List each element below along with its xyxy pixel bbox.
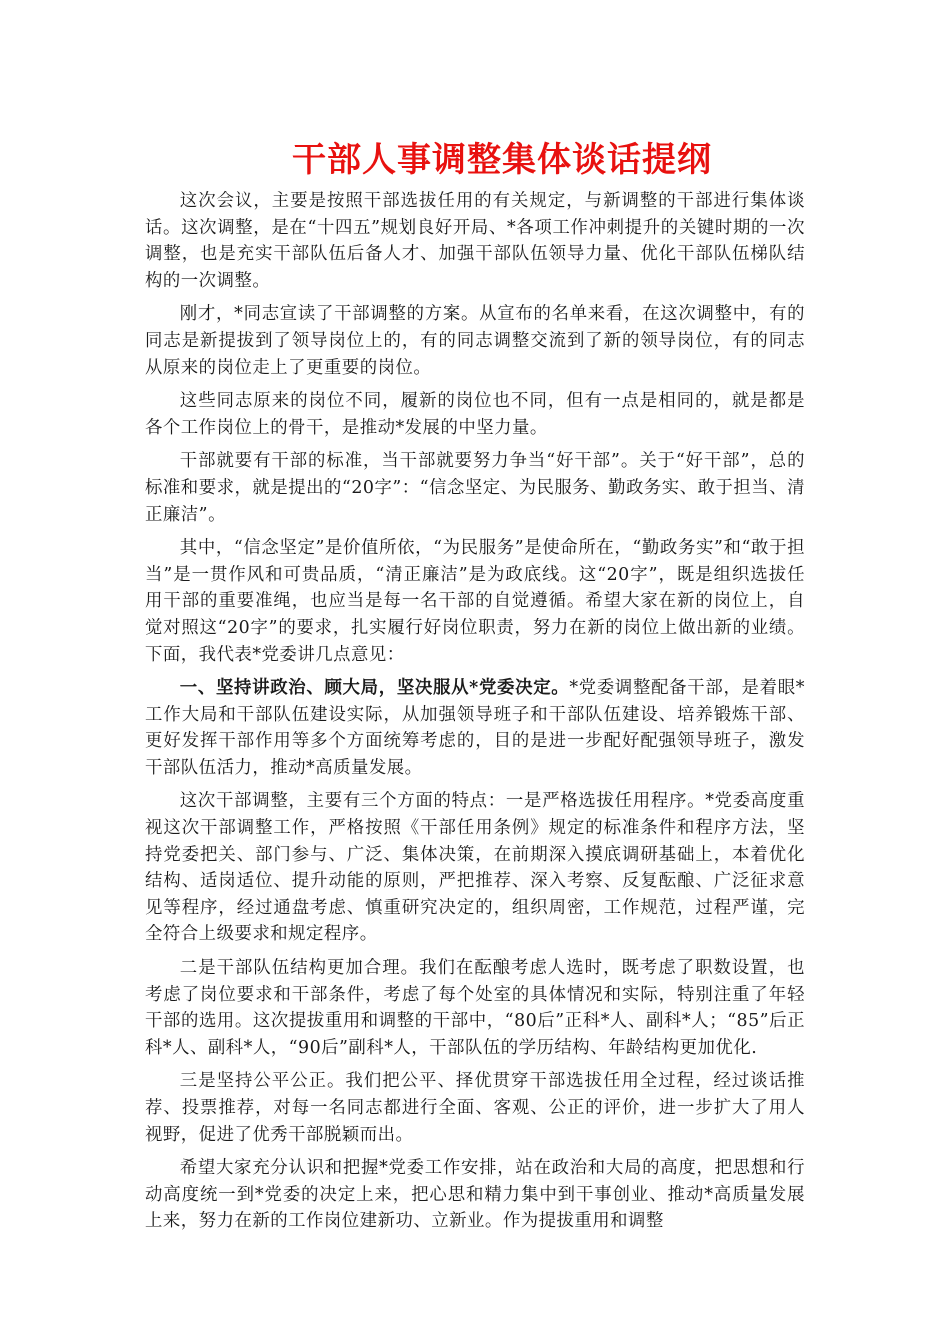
document-title: 干部人事调整集体谈话提纲 [292,140,712,180]
paragraph-2 [145,301,805,381]
paragraph-3 [145,388,805,441]
section-heading: 一、坚持讲政治、顾大局，坚决服从*党委决定。 [179,678,570,699]
paragraph-text: 这次会议，主要是按照干部选拔任用的有关规定，与新调整的干部进行集体谈话。这次调整，是在“十四五”规划良好开局、*各项工作冲刺提升的关键时期的一次调整，也是充实干部队伍后备人才、加强干部队伍领导力量、优化干部队伍梯队结构的一次调整。 [145,191,805,291]
paragraph-text: *党委调整配备干部，是着眼*工作大局和干部队伍建设实际，从加强领导班子和干部队伍建设、培养锻炼干部、更好发挥干部作用等多个方面统筹考虑的，目的是进一步配好配强领导班子，激发干部队伍活力，推动*高质量发展。 [145,678,805,778]
paragraph-text: 希望大家充分认识和把握*党委工作安排，站在政治和大局的高度，把思想和行动高度统一到*党委的决定上来，把心思和精力集中到干事创业、推动*高质量发展上来，努力在新的工作岗位建新功、立新业。作为提拔重用和调整 [145,1158,805,1232]
paragraph-4 [145,448,805,528]
document-body [145,188,805,1242]
paragraph-5 [145,535,805,668]
paragraph-7 [145,788,805,948]
paragraph-text: 其中，“信念坚定”是价值所依，“为民服务”是使命所在，“勤政务实”和“敢于担当”是一贯作风和可贵品质，“清正廉洁”是为政底线。这“20字”，既是组织选拔任用干部的重要准绳，也应当是每一名干部的自觉遵循。希望大家在新的岗位上，自觉对照这“20字”的要求，扎实履行好岗位职责，努力在新的岗位上做出新的业绩。下面，我代表*党委讲几点意见： [145,538,805,665]
paragraph-text: 三是坚持公平公正。我们把公平、择优贯穿干部选拔任用全过程，经过谈话推荐、投票推荐，对每一名同志都进行全面、客观、公正的评价，进一步扩大了用人视野，促进了优秀干部脱颖而出。 [145,1071,805,1145]
paragraph-text: 刚才，*同志宣读了干部调整的方案。从宣布的名单来看，在这次调整中，有的同志是新提拔到了领导岗位上的，有的同志调整交流到了新的领导岗位，有的同志从原来的岗位走上了更重要的岗位。 [145,304,805,378]
paragraph-text: 这次干部调整，主要有三个方面的特点：一是严格选拔任用程序。*党委高度重视这次干部调整工作，严格按照《干部任用条例》规定的标准条件和程序方法，坚持党委把关、部门参与、广泛、集体决策，在前期深入摸底调研基础上，本着优化结构、适岗适位、提升动能的原则，严把推荐、深入考察、反复酝酿、广泛征求意见等程序，经过通盘考虑、慎重研究决定的，组织周密，工作规范，过程严谨，完全符合上级要求和规定程序。 [145,791,805,945]
paragraph-text: 干部就要有干部的标准，当干部就要努力争当“好干部”。关于“好干部”，总的标准和要求，就是提出的“20字”：“信念坚定、为民服务、勤政务实、敢于担当、清正廉洁”。 [145,451,805,525]
paragraph-9 [145,1068,805,1148]
paragraph-1 [145,188,805,294]
paragraph-6 [145,675,805,781]
paragraph-text: 这些同志原来的岗位不同，履新的岗位也不同，但有一点是相同的，就是都是各个工作岗位上的骨干，是推动*发展的中坚力量。 [145,391,805,438]
paragraph-10 [145,1155,805,1235]
paragraph-text: 二是干部队伍结构更加合理。我们在酝酿考虑人选时，既考虑了职数设置，也考虑了岗位要求和干部条件，考虑了每个处室的具体情况和实际，特别注重了年轻干部的选用。这次提拔重用和调整的干部中，“80后”正科*人、副科*人；“85”后正科*人、副科*人，“90后”副科*人，干部队伍的学历结构、年龄结构更加优化. [145,958,805,1058]
paragraph-8 [145,955,805,1061]
